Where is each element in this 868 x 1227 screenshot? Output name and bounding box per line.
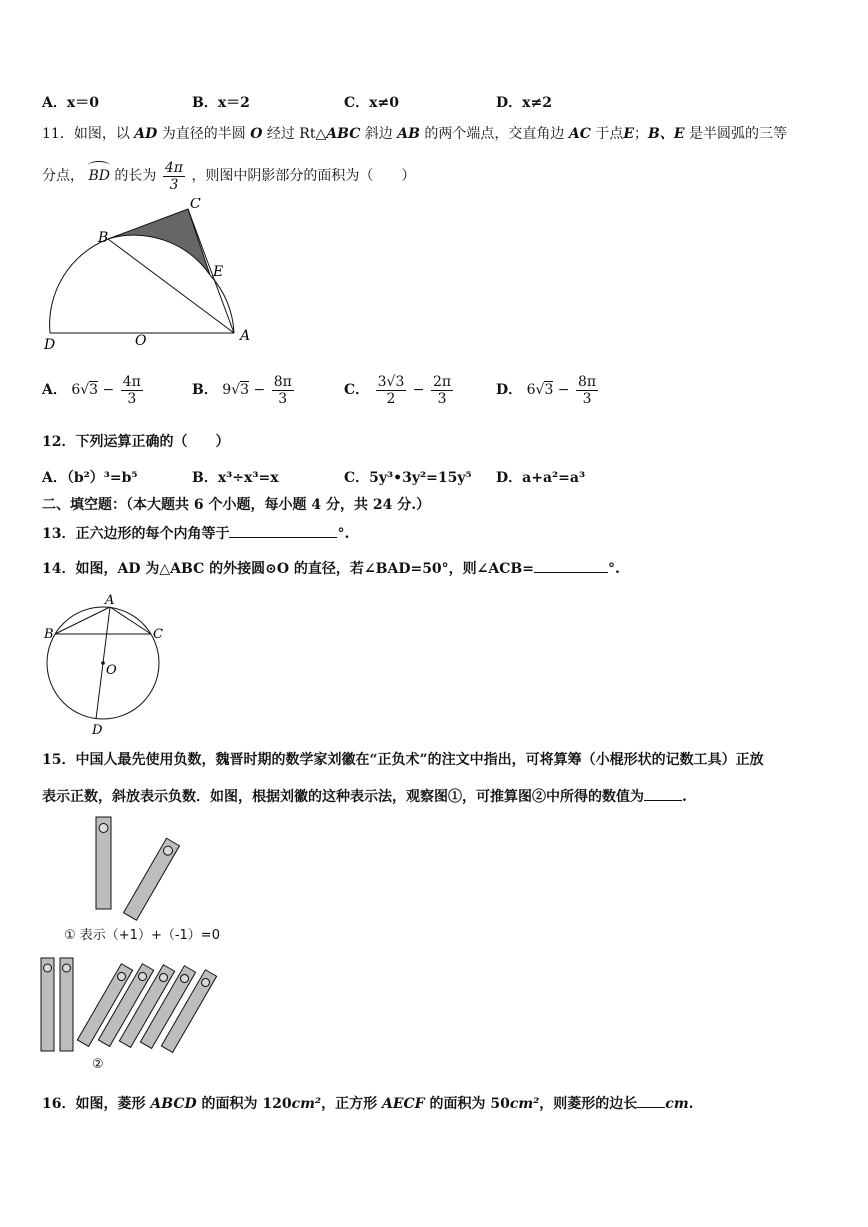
label-b: B xyxy=(98,230,109,246)
label-b: B xyxy=(44,627,54,642)
arc-bd: BD xyxy=(88,158,110,194)
q12-option-a: A．（b²）³=b⁵ xyxy=(42,470,138,486)
q10-option-c: C．x≠0 xyxy=(344,95,399,111)
q11-option-a: A． 6√3 − $\frac{4\pi}{3}$ xyxy=(42,373,141,407)
q11-line2: 分点， BD 的长为 $\frac{4\pi}{3}$ ，则图中阴影部分的面积为（ ） xyxy=(42,159,416,193)
label-a: A xyxy=(105,593,115,608)
q11-option-c: C． $\frac{3√3}{2}$ − $\frac{2\pi}{3}$ xyxy=(344,373,452,407)
label-a: A xyxy=(240,328,251,344)
q14-figure xyxy=(40,590,170,738)
upright-rod xyxy=(60,958,73,1051)
q12-option-d: D．a+a²=a³ xyxy=(496,470,586,486)
q11-figure xyxy=(38,198,258,353)
label-d: D xyxy=(44,337,56,353)
q15-figure-1-caption: ① 表示（+1）+（-1）=0 xyxy=(64,928,220,943)
section-heading: 二、填空题：（本大题共 6 个小题，每小题 4 分，共 24 分.） xyxy=(42,497,431,513)
q14: 14．如图，AD 为△ABC 的外接圆⊙O 的直径，若∠BAD=50°，则∠ACB= °. xyxy=(42,558,838,579)
q14-blank xyxy=(534,558,608,573)
q16: 16．如图，菱形 ABCD 的面积为 120cm²，正方形 AECF 的面积为 50cm²，则菱形的边长 cm. xyxy=(42,1093,838,1114)
q15-figure-2-caption: ② xyxy=(92,1057,104,1072)
q11-line1: 11．如图，以 AD 为直径的半圆 O 经过 Rt△ABC 斜边 AB 的两个端点，交直角边 AC 于点E；B、E 是半圆弧的三等 xyxy=(42,126,787,142)
q10-option-a: A．x＝0 xyxy=(42,95,99,111)
label-d: D xyxy=(92,723,103,738)
upright-rod xyxy=(96,817,111,909)
shaded-region xyxy=(108,209,210,275)
q12-option-c: C．5y³•3y²=15y⁵ xyxy=(344,470,472,486)
q10-option-d: D．x≠2 xyxy=(496,95,552,111)
slanted-rod xyxy=(124,838,180,920)
q13-blank xyxy=(229,523,337,538)
q15-figure-2 xyxy=(38,955,238,1060)
q16-blank xyxy=(637,1093,665,1108)
q13: 13．正六边形的每个内角等于 °. xyxy=(42,523,838,544)
q15-line2: 表示正数，斜放表示负数．如图，根据刘徽的这种表示法，观察图①，可推算图②中所得的数值为 . xyxy=(42,786,838,807)
q10-option-b: B．x＝2 xyxy=(192,95,250,111)
label-c: C xyxy=(153,627,163,642)
q12-option-b: B．x³÷x³=x xyxy=(192,470,279,486)
label-o: O xyxy=(106,663,117,678)
upright-rod xyxy=(41,958,54,1051)
q12-text: 12．下列运算正确的（ ） xyxy=(42,434,230,450)
q15-line1: 15．中国人最先使用负数，魏晋时期的数学家刘徽在“正负术”的注文中指出，可将算筹（小棍形状的记数工具）正放 xyxy=(42,752,764,768)
q11-option-d: D． 6√3 − $\frac{8\pi}{3}$ xyxy=(496,373,597,407)
label-o: O xyxy=(135,333,147,349)
label-e: E xyxy=(213,264,224,280)
label-c: C xyxy=(190,198,201,212)
q11-option-b: B． 9√3 − $\frac{8\pi}{3}$ xyxy=(192,373,292,407)
q15-blank xyxy=(644,786,682,801)
